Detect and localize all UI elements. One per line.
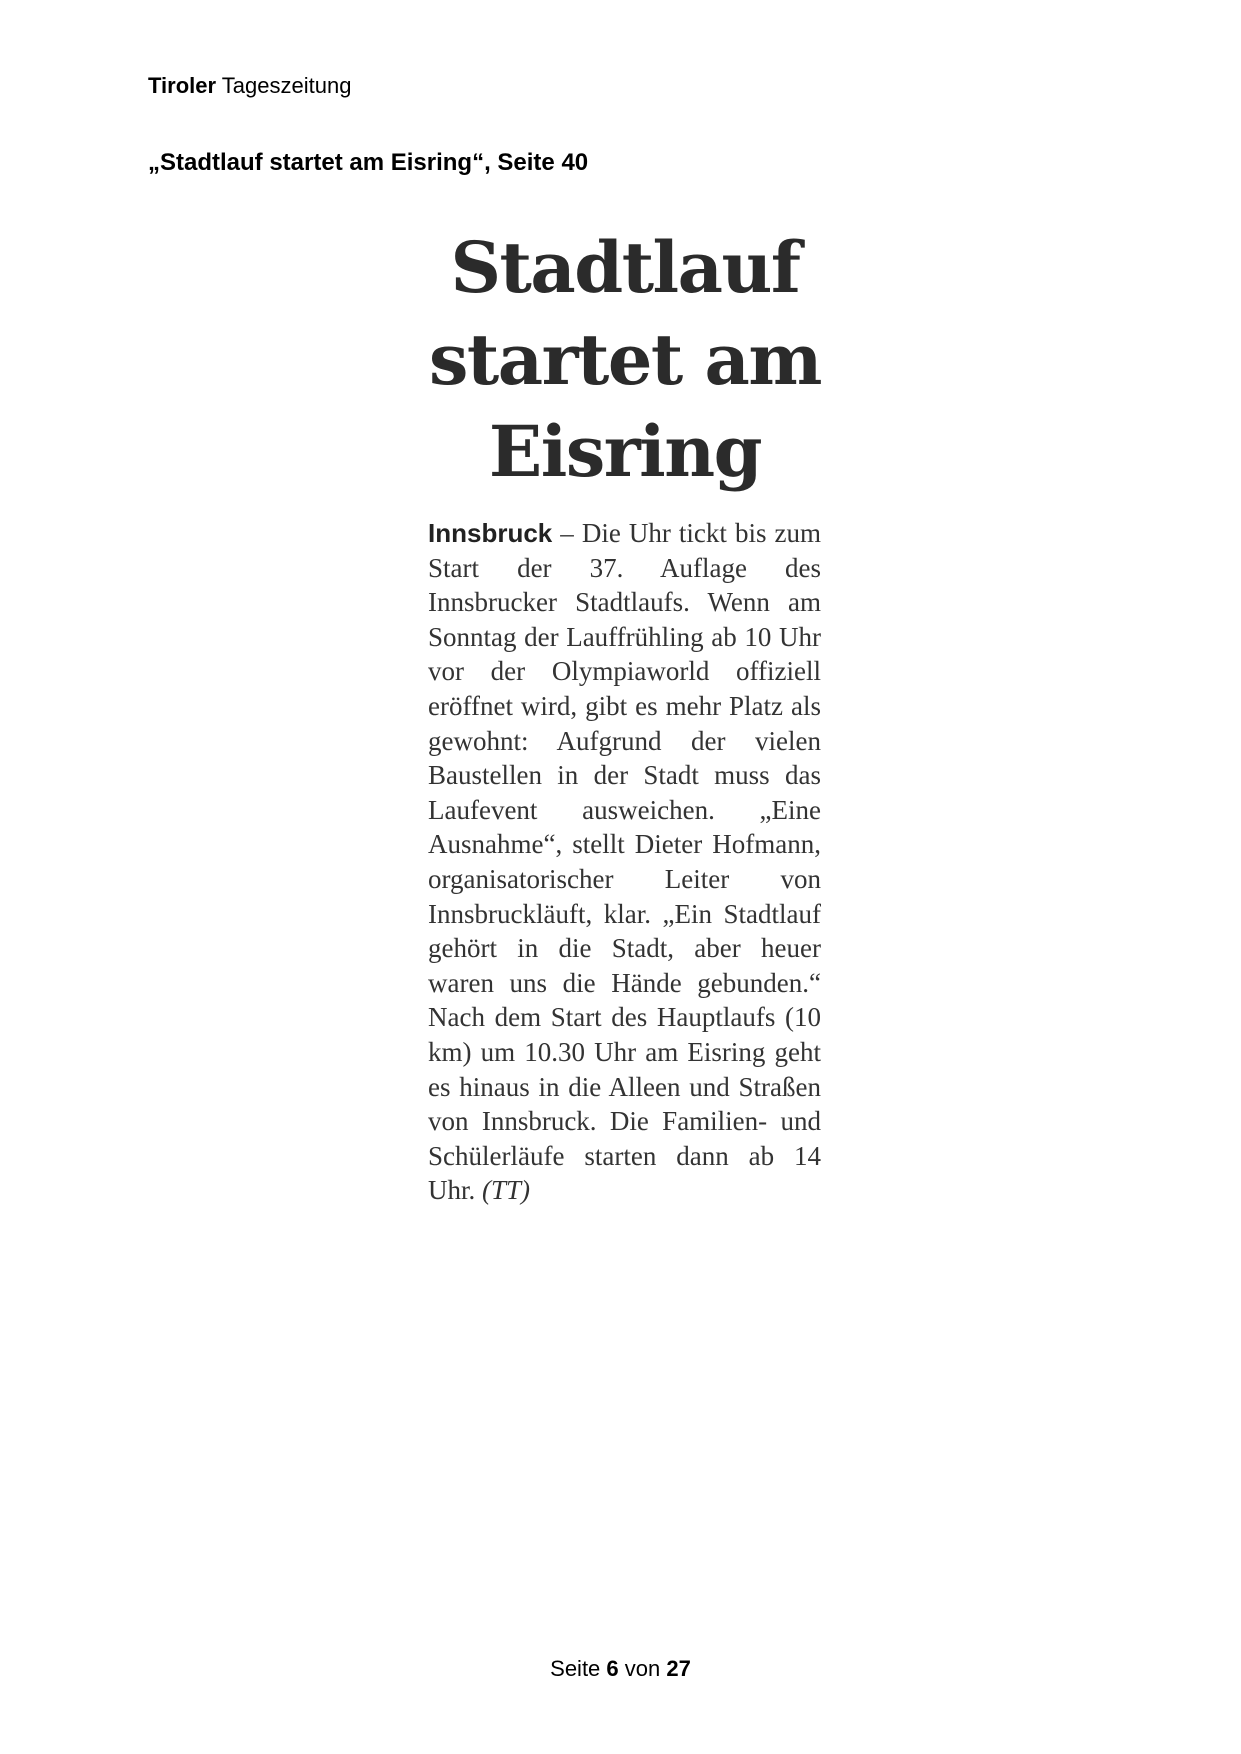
article-headline	[420, 222, 830, 498]
page-footer	[0, 1655, 1241, 1683]
article-text: Die Uhr tickt bis zum Start der 37. Auflage des Innsbrucker Stadtlaufs. Wenn am Sonntag der Lauffrühling ab 10 Uhr vor der Olympiaworld offiziell eröffnet wird, gibt es mehr Platz als gewohnt: Aufgrund der vielen Baustellen in der Stadt muss das Laufevent ausweichen. „Eine Ausnahme“, stellt Dieter Hofmann, organisatorischer Leiter von Innsbruckläuft, klar. „Ein Stadtlauf gehört in die Stadt, aber heuer waren uns die Hände gebunden.“ Nach dem Start des Hauptlaufs (10 km) um 10.30 Uhr am Eisring geht es hinaus in die Alleen und Straßen von Innsbruck. Die Familien- und Schülerläufe starten dann ab 14 Uhr.	[428, 518, 821, 1206]
newspaper-clipping	[420, 222, 830, 1208]
article-reference: „Stadtlauf startet am Eisring“, Seite 40	[148, 149, 589, 176]
article-dateline: Innsbruck	[428, 518, 553, 548]
headline-line: Stadtlauf	[450, 226, 800, 309]
publication-name-bold: Tiroler	[148, 73, 217, 98]
footer-prefix: Seite	[550, 1656, 607, 1681]
headline-line: startet am	[429, 318, 821, 401]
publication-name-rest: Tageszeitung	[216, 73, 352, 98]
article-author: (TT)	[482, 1175, 531, 1206]
dateline-dash: –	[552, 518, 582, 548]
article-body	[428, 516, 821, 1208]
current-page-number: 6	[606, 1656, 619, 1681]
footer-middle: von	[618, 1656, 667, 1681]
total-page-count: 27	[666, 1656, 691, 1681]
publication-name	[148, 72, 351, 100]
headline-line: Eisring	[488, 410, 762, 493]
